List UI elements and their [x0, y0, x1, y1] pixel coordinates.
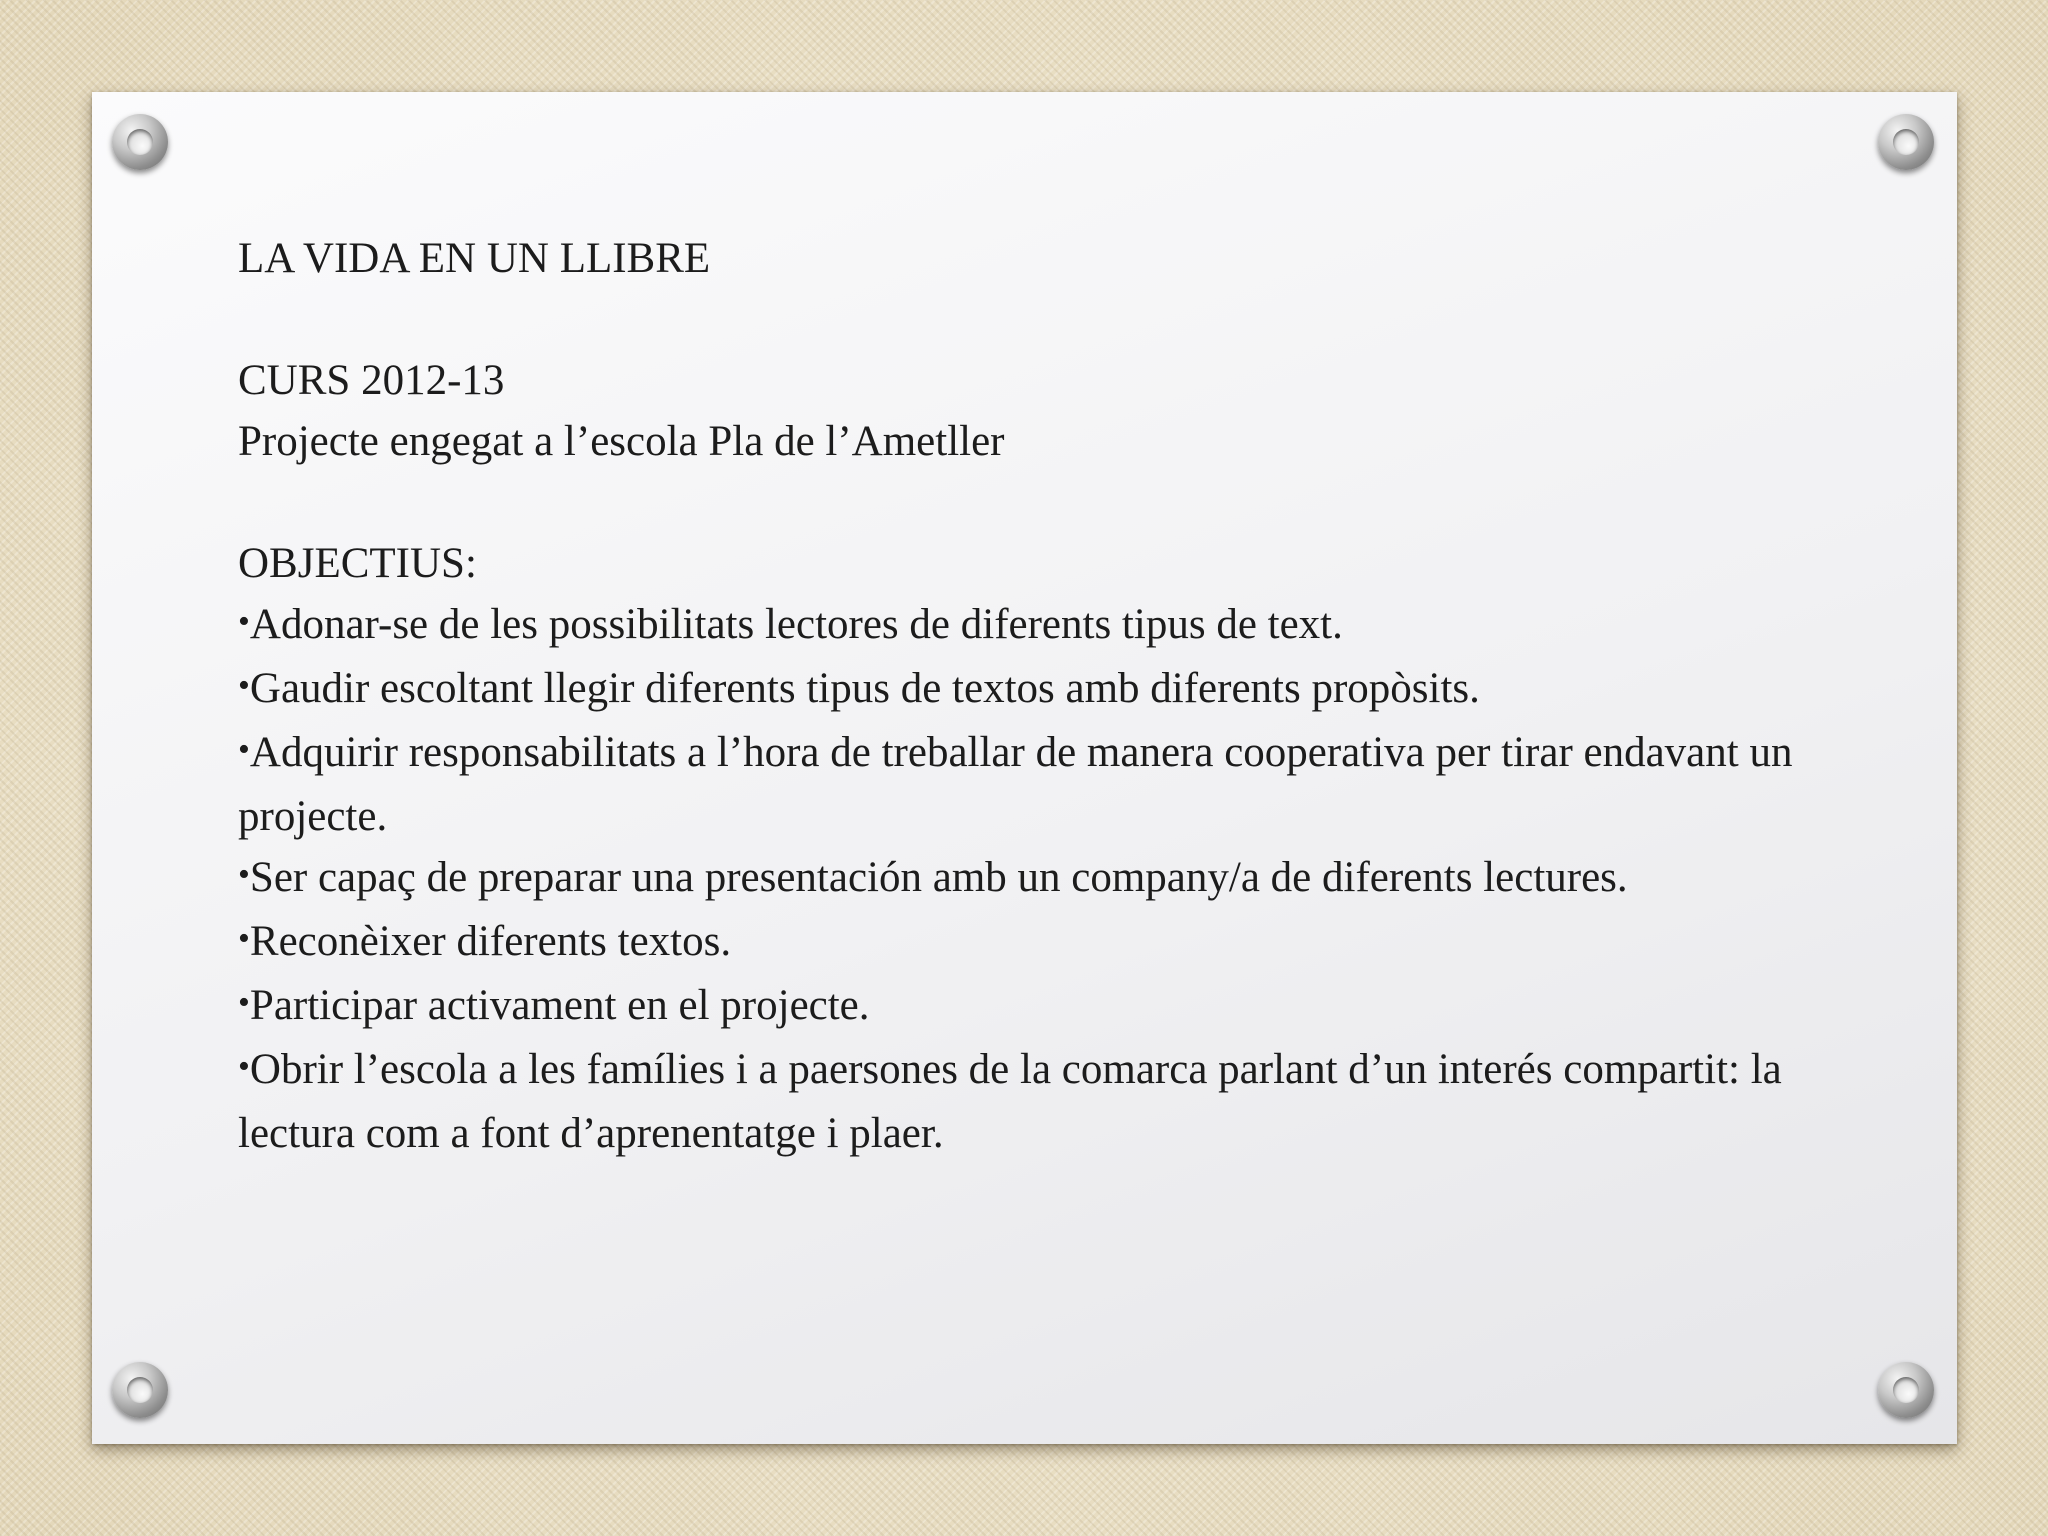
- bullet-icon: •: [238, 731, 250, 768]
- objective-text: Ser capaç de preparar una presentación amb un company/a de diferents lectures.: [249, 854, 1628, 901]
- spacer: [238, 472, 1878, 533]
- objective-item: [238, 594, 1878, 658]
- course-year: CURS 2012-13: [238, 357, 505, 404]
- grommet-bottom-left-icon: [112, 1362, 168, 1418]
- bullet-icon: •: [238, 603, 250, 640]
- objective-item: [238, 911, 1878, 975]
- slide-content: [238, 228, 1878, 1164]
- bullet-icon: •: [238, 984, 250, 1021]
- slide-title: LA VIDA EN UN LLIBRE: [238, 235, 711, 282]
- objective-text: Participar activament en el projecte.: [249, 982, 870, 1029]
- objective-item: [238, 1039, 1878, 1164]
- objective-item: [238, 658, 1878, 722]
- objective-item: [238, 847, 1878, 911]
- spacer: [238, 289, 1878, 350]
- grommet-top-left-icon: [112, 114, 168, 170]
- bullet-icon: •: [238, 667, 250, 704]
- objective-text: Adquirir responsabilitats a l’hora de treballar de manera cooperativa per tirar endavant un projecte.: [238, 729, 1793, 840]
- bullet-icon: •: [238, 856, 250, 893]
- project-line: Projecte engegat a l’escola Pla de l’Ametller: [238, 418, 1005, 465]
- objectives-heading: OBJECTIUS:: [238, 540, 477, 587]
- objective-text: Gaudir escoltant llegir diferents tipus de textos amb diferents propòsits.: [249, 665, 1480, 712]
- grommet-top-right-icon: [1878, 114, 1934, 170]
- objective-text: Adonar-se de les possibilitats lectores de diferents tipus de text.: [249, 601, 1343, 648]
- objective-text: Obrir l’escola a les famílies i a paersones de la comarca parlant d’un interés compartit: la lectura com a font d’aprenentatge i plaer.: [238, 1046, 1782, 1157]
- grommet-bottom-right-icon: [1878, 1362, 1934, 1418]
- objective-item: [238, 975, 1878, 1039]
- bullet-icon: •: [238, 920, 250, 957]
- bullet-icon: •: [238, 1048, 250, 1085]
- objective-text: Reconèixer diferents textos.: [249, 918, 732, 965]
- objective-item: [238, 722, 1878, 847]
